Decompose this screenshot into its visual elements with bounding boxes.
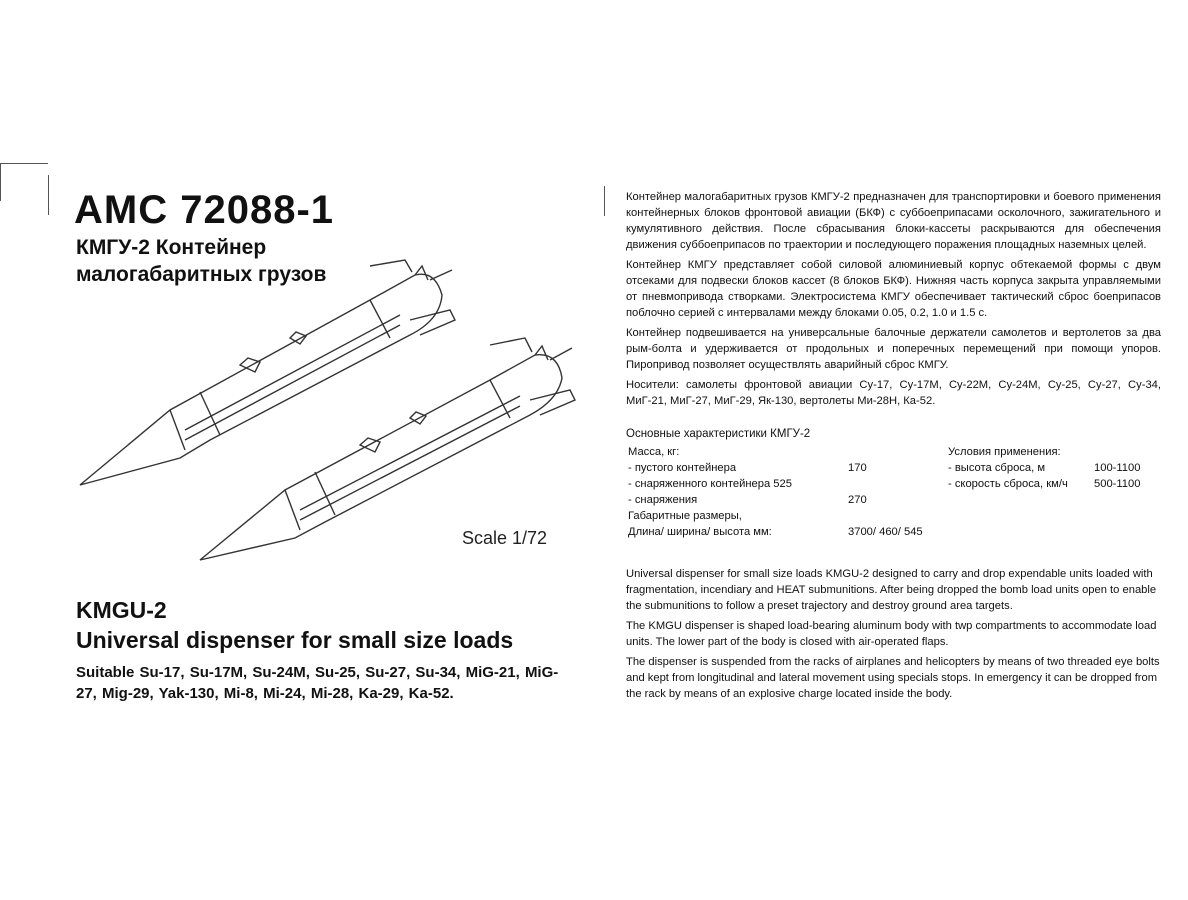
spec-speed-value: 500-1100	[1094, 478, 1141, 490]
scale-label: Scale 1/72	[462, 528, 548, 548]
product-title-en: Universal dispenser for small size loads	[76, 627, 514, 653]
suitable-carriers: Suitable Su-17, Su-17M, Su-24M, Su-25, Su-27, Su-34, MiG-21, MiG-27, Mig-29, Yak-130, Mi-8, Mi-24, Mi-28, Ka-29, Ka-52.	[76, 664, 559, 702]
divider-mark	[604, 186, 605, 216]
spec-dims-sub-label: Длина/ ширина/ высота мм:	[628, 526, 772, 538]
specs-title: Основные характеристики КМГУ-2	[626, 428, 811, 440]
description-en	[626, 566, 1161, 706]
dispenser-lower-drawing	[200, 338, 575, 560]
spec-speed-label: - скорость сброса, км/ч	[948, 478, 1068, 490]
dispenser-upper-drawing	[80, 260, 455, 485]
description-en-paragraph: The dispenser is suspended from the racks of airplanes and helicopters by means of two threaded eye bolts and kept from longitudinal and lateral movement using specials stops. In emergency it can be dropped from the rack by means of an explosive charge located inside the body.	[626, 656, 1160, 700]
spec-altitude-value: 100-1100	[1094, 462, 1141, 474]
spec-dims-label: Габаритные размеры,	[628, 510, 742, 522]
specs-block	[626, 428, 1166, 538]
spec-conditions-label: Условия применения:	[948, 446, 1061, 458]
subtitle-ru: КМГУ-2 Контейнер малогабаритных грузов	[76, 236, 327, 286]
spec-dims-value: 3700/ 460/ 545	[848, 526, 923, 538]
description-ru-paragraph: Контейнер малогабаритных грузов КМГУ-2 предназначен для транспортировки и боевого применения контейнерных блоков фронтовой авиации (БКФ) с суббоеприпасами осколочного, зажигательного и кумулятивного действия. После сбрасывания блоки-кассеты раскрываются для обеспечения движения суббоеприпасов по траектории и последующего поражения площадных наземных целей.	[626, 191, 1161, 251]
description-ru-paragraph: Носители: самолеты фронтовой авиации Су-17, Су-17М, Су-22М, Су-24М, Су-25, Су-27, Су-34, МиГ-21, МиГ-27, МиГ-29, Як-130, вертолеты Ми-28Н, Ка-52.	[626, 379, 1161, 407]
spec-empty-value: 170	[848, 462, 867, 474]
corner-mark-left-v	[48, 175, 49, 215]
description-ru	[626, 189, 1161, 413]
spec-ammo-value: 270	[848, 494, 867, 506]
description-en-paragraph: The KMGU dispenser is shaped load-bearing aluminum body with twp compartments to accommodate load units. The lower part of the body is closed with air-operated flaps.	[626, 620, 1157, 648]
product-name: KMGU-2	[76, 597, 167, 623]
spec-empty-label: - пустого контейнера	[628, 462, 737, 474]
corner-mark-left	[0, 163, 1, 201]
description-ru-paragraph: Контейнер КМГУ представляет собой силовой алюминиевый корпус обтекаемой формы с двум отсеками для подвески блоков кассет (8 блоков БКФ). Нижняя часть корпуса закрыта управляемыми от пневмопривода створками. Электросистема КМГУ обеспечивает тактический сброс боеприпасов поблочно серией с интервалами между блоками 0.05, 0.2, 1.0 и 1.5 с.	[626, 259, 1161, 319]
description-ru-paragraph: Контейнер подвешивается на универсальные балочные держатели самолетов и вертолетов за два рым-болта и удерживается от продольных и поперечных перемещений при помощи упоров. Пиропривод позволяет осуществлять аварийный сброс КМГУ.	[626, 327, 1161, 371]
dispenser-drawing	[60, 240, 590, 570]
description-en-paragraph: Universal dispenser for small size loads KMGU-2 designed to carry and drop expendable units loaded with fragmentation, incendiary and HEAT submunitions. After being dropped the bomb load units open to enable the submunitions to follow a preset trajectory and destroy ground area targets.	[626, 568, 1157, 612]
corner-mark-left-h	[0, 163, 48, 164]
spec-altitude-label: - высота сброса, м	[948, 462, 1046, 474]
spec-loaded-label: - снаряженного контейнера 525	[628, 478, 792, 490]
spec-mass-label: Масса, кг:	[628, 446, 680, 458]
page-title: AMC 72088-1	[74, 188, 335, 232]
spec-ammo-label: - снаряжения	[628, 494, 698, 506]
